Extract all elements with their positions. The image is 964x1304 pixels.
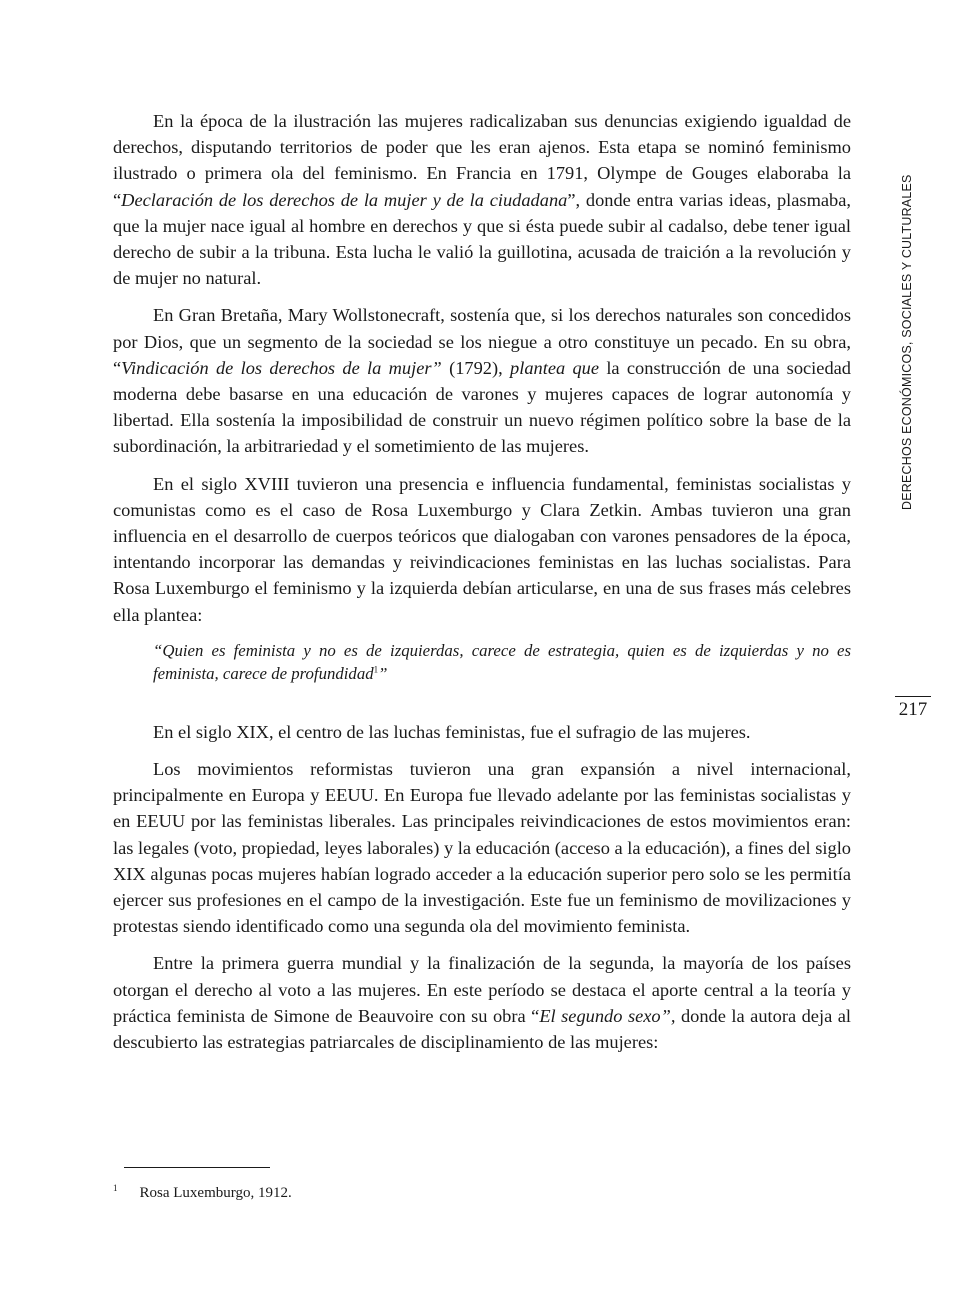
footnote-reference[interactable]: 1 (373, 664, 379, 675)
paragraph-6-text-c: donde la autora deja al descubierto las estrategias patriarcales de disciplinamiento de las mujeres: (113, 1005, 851, 1053)
paragraph-2-text-c: (1792), (441, 357, 511, 378)
footnote-number: 1 (113, 1183, 118, 1193)
page-number: 217 (895, 696, 931, 721)
work-title-vindicacion: Vindicación de los derechos de la mujer” (121, 357, 442, 378)
paragraph-5: Los movimientos reformistas tuvieron una gran expansión a nivel internacional, principalmente en Europa y EEUU. En Europa fue llevado adelante por las feministas socialistas y en EEUU por las feministas liberales. Las principales reivindicaciones de estos movimientos eran: las legales (voto, propiedad, leyes laborales) y la educación (acceso a la educación), a fines del siglo XIX algunas pocas mujeres habían logrado acceder a la educación superior pero solo se les permitía ejercer sus profesiones en el campo de la investigación. Este fue un feminismo de movilizaciones y protestas siendo identificado como una segunda ola del movimiento feminista. (113, 759, 851, 937)
block-quote (153, 639, 851, 685)
paragraph-2-text-e: la construcción de una sociedad moderna debe basarse en una educación de varones y mujeres capaces de lograr autonomía y libertad. Ella sostenía la imposibilidad de construir un nuevo régimen político sobre la base de la subordinación, la arbitrariedad y el sometimiento de las mujeres. (113, 357, 852, 457)
page-body (113, 108, 851, 1066)
paragraph-1-text-a: En la época de la ilustración las mujeres radicalizaban sus denuncias exigiendo igualdad de derechos, disputando territorios de poder que les eran ajenos. Esta etapa se nominó feminismo ilustrado o primera ola del feminismo. En Francia en 1791, Olympe de Gouges elaboraba la “ (113, 111, 851, 210)
quote-close: ” (378, 663, 388, 683)
paragraph-3: En el siglo XVIII tuvieron una presencia e influencia fundamental, feministas socialistas y comunistas como es el caso de Rosa Luxemburgo y Clara Zetkin. Ambas tuvieron una gran influencia en el desarrollo de cuerpos teóricos que dialogaban con varones pensadores de la época, intentando incorporar las demandas y reivindicaciones feministas en las luchas socialistas. Para Rosa Luxemburgo el feminismo y la izquierda debían articularse, en una de sus frases más celebres ella plantea: (113, 473, 851, 625)
paragraph-2-text-a: En Gran Bretaña, Mary Wollstonecraft, sostenía que, si los derechos naturales son concedidos por Dios, que un segmento de la sociedad se los niegue a otro constituye un pecado. En su obra, “ (113, 305, 851, 378)
paragraph-2 (113, 302, 851, 459)
paragraph-6 (113, 950, 851, 1055)
paragraph-6-text-a: Entre la primera guerra mundial y la finalización de la segunda, la mayoría de los países otorgan el derecho al voto a las mujeres. En este período se destaca el aporte central a la teoría y práctica feminista de Simone de Beauvoire con su obra “ (113, 953, 851, 1026)
footnote-text: Rosa Luxemburgo, 1912. (139, 1185, 292, 1201)
paragraph-1-text-c: ”, donde entra varias ideas, plasmaba, que la mujer nace igual al hombre en derechos y que si ésta puede subir al cadalso, debe tener igual derecho de subir a la tribuna. Esta lucha le valió la guillotina, acusada de traición a la revolución y de mujer no natural. (113, 189, 851, 289)
paragraph-2-emphasis: plantea que (510, 357, 600, 378)
work-title-declaracion: Declaración de los derechos de la mujer y de la ciudadana (121, 189, 568, 210)
footnote (113, 1178, 292, 1203)
quote-text: “Quien es feminista y no es de izquierdas, carece de estrategia, quien es de izquierdas y no es feminista, carece de profundidad (153, 640, 851, 683)
paragraph-1 (113, 108, 851, 291)
work-title-segundo-sexo: El segundo sexo”, (539, 1005, 676, 1026)
paragraph-4: En el siglo XIX, el centro de las luchas feministas, fue el sufragio de las mujeres. (153, 721, 751, 742)
running-header-side: DERECHOS ECONÓMICOS, SOCIALES Y CULTURALES (900, 174, 914, 510)
footnote-divider (124, 1167, 270, 1168)
